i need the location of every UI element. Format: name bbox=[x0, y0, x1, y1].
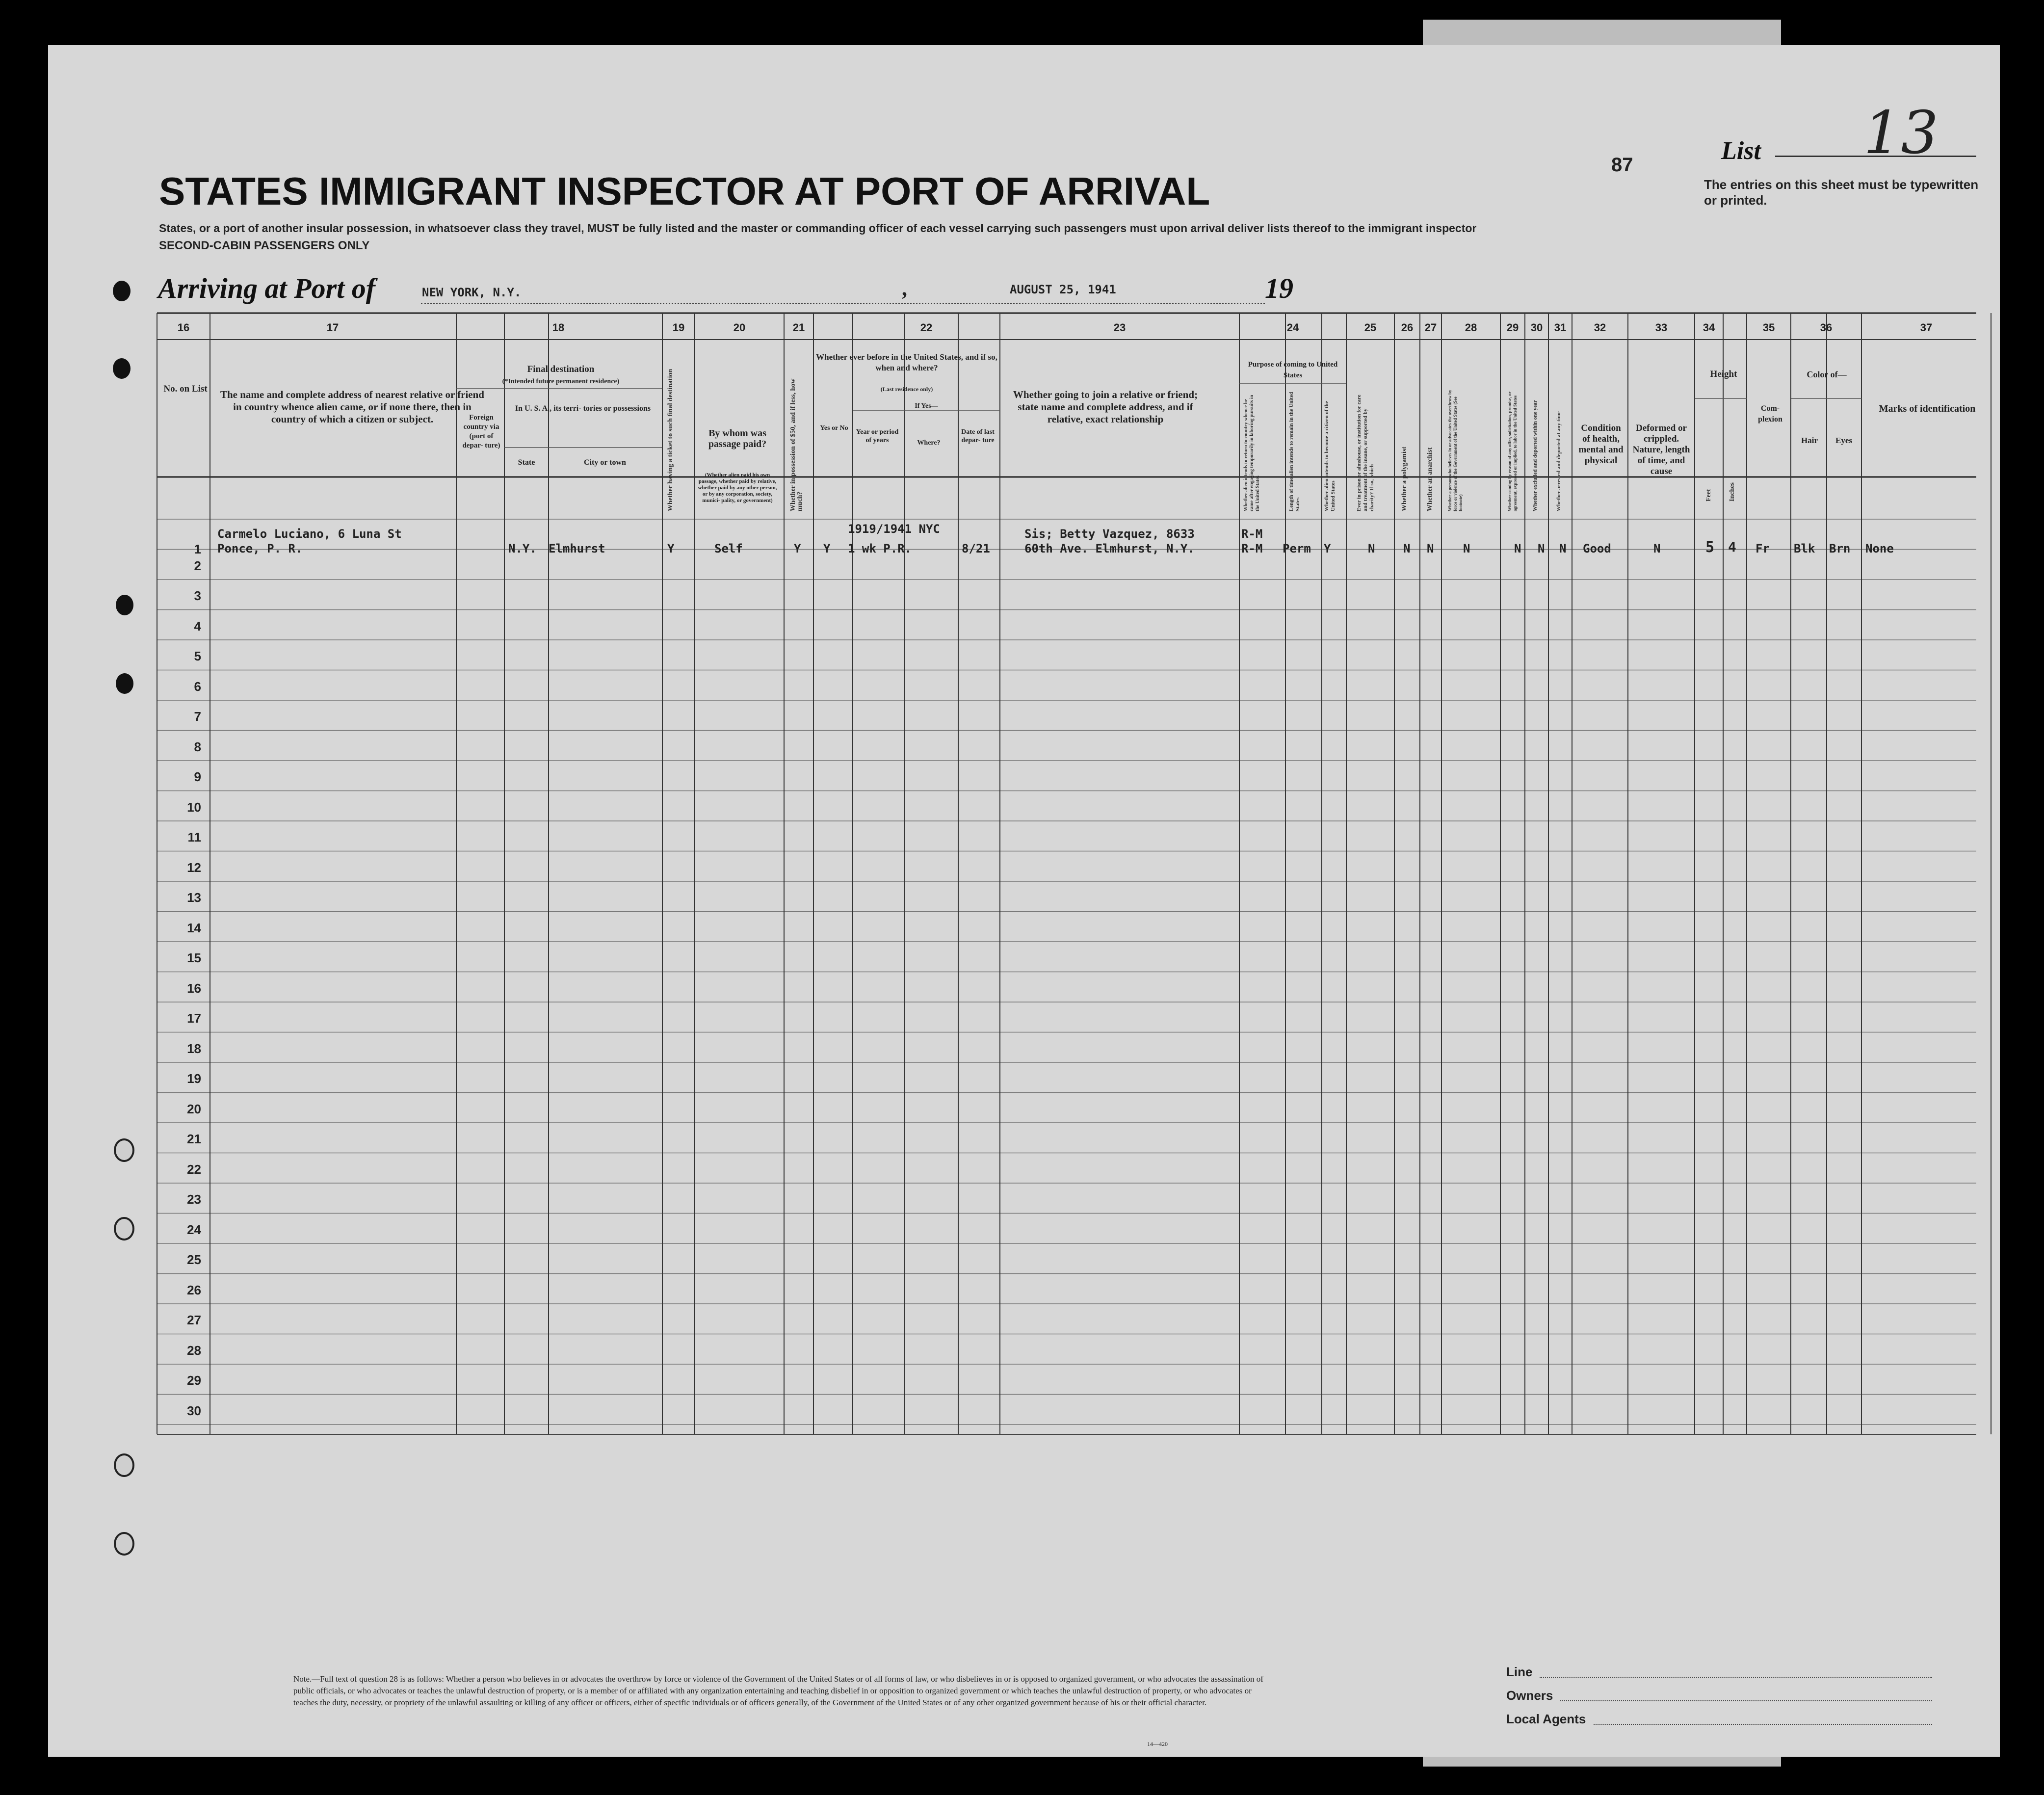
entry-state: N.Y. bbox=[508, 542, 537, 555]
col36-hair: Hair bbox=[1801, 436, 1818, 445]
row-number: 13 bbox=[187, 890, 201, 905]
punch-hole bbox=[113, 358, 131, 379]
row-number: 7 bbox=[194, 709, 201, 724]
signature-owners-label: Owners bbox=[1506, 1688, 1553, 1703]
entry-length: Perm bbox=[1283, 542, 1311, 555]
footnote: Note.—Full text of question 28 is as follows: Whether a person who believes in or advocates the overthrow by force or violence of the Government of the United States or of all forms of law, or who disbelieves in or is opposed to organized government, or who advocates the assassination of public officials, or who advocates or teaches the unlawful destruction of property, or is a member of or affiliated with any organization entertaining and teaching disbelief in or opposition to organized government or which teaches the unlawful destruction of property, or who advocates or teaches the duty, necessity, or propriety of the unlawful assaulting or killing of any officer or officers, either of specific individuals or of officers generally, of the Government of the United States or of any other organized government because of his or their official character. bbox=[293, 1674, 1263, 1707]
page-number: 87 bbox=[1611, 154, 1633, 176]
row-number: 4 bbox=[194, 618, 201, 634]
col31-header: Whether arrested and deported at any time bbox=[1556, 411, 1562, 511]
row-number: 18 bbox=[187, 1041, 201, 1056]
column-number: 37 bbox=[1920, 321, 1933, 334]
entry-c25: N bbox=[1368, 542, 1375, 555]
entry-c30: N bbox=[1538, 542, 1545, 555]
entry-c27: N bbox=[1427, 542, 1434, 555]
col28-header: Whether a person who believes in or advocates the overthrow by force or violence of the Government of the United States (See footnote) bbox=[1447, 390, 1463, 511]
col22-yesno: Yes or No bbox=[820, 424, 848, 432]
col18-title: Final destination bbox=[527, 364, 595, 374]
column-number: 18 bbox=[552, 321, 565, 334]
column-number: 22 bbox=[920, 321, 933, 334]
row-number: 12 bbox=[187, 860, 201, 875]
typed-note: The entries on this sheet must be typewritten or printed. bbox=[1704, 177, 1979, 208]
punch-hole bbox=[114, 1532, 134, 1556]
signature-line-label: Line bbox=[1506, 1664, 1533, 1679]
col22-ifyes: If Yes— bbox=[915, 402, 938, 410]
column-number: 35 bbox=[1762, 321, 1775, 334]
row-number: 6 bbox=[194, 679, 201, 694]
col24-b: Length of time alien intends to remain in the United States bbox=[1288, 392, 1301, 511]
col32-header: Condition of health, mental and physical bbox=[1578, 423, 1624, 466]
col36-title: Color of— bbox=[1807, 370, 1847, 379]
row-number: 2 bbox=[194, 558, 201, 573]
signature-agents-label: Local Agents bbox=[1506, 1712, 1586, 1726]
row-number: 20 bbox=[187, 1101, 201, 1116]
column-number: 29 bbox=[1506, 321, 1519, 334]
row-number: 17 bbox=[187, 1011, 201, 1026]
column-number: 33 bbox=[1655, 321, 1668, 334]
col33-header: Deformed or crippled. Nature, length of time, and cause bbox=[1632, 423, 1690, 476]
manifest-page bbox=[48, 45, 2000, 1757]
col22-where: Where? bbox=[917, 439, 941, 447]
col18-foreign: Foreign country via (port of depar- ture) bbox=[462, 414, 500, 449]
row-number: 10 bbox=[187, 799, 201, 815]
col29-header: Whether coming by reason of any offer, solicitation, promise, or agreement, expressed or implied, to labor in the United States bbox=[1507, 392, 1518, 511]
col19-header: Whether having a ticket to such final destination bbox=[667, 369, 674, 511]
subtitle-line: States, or a port of another insular possession, in whatsoever class they travel, MUST be fully listed and the master or commanding officer of each vessel carrying such passengers must upon arrival deliver lists thereof to the immigrant inspector bbox=[159, 222, 1477, 235]
column-number: 17 bbox=[326, 321, 339, 334]
form-code: 14—420 bbox=[1147, 1741, 1168, 1747]
col24-title: Purpose of coming to United States bbox=[1248, 361, 1338, 379]
row-number: 1 bbox=[194, 542, 201, 556]
entry-last-departure: 8/21 bbox=[962, 542, 990, 555]
col22-year: Year or period of years bbox=[856, 428, 899, 444]
column-number: 23 bbox=[1113, 321, 1126, 334]
col18-usa: In U. S. A., its terri- tories or possessions bbox=[515, 404, 651, 413]
port-line bbox=[421, 303, 941, 304]
row-number: 23 bbox=[187, 1192, 201, 1207]
col24-a: Whether alien intends to return to country whence he came after engaging temporarily in laboring pursuits in the United States bbox=[1243, 395, 1260, 511]
entry-years-line2: 1 wk P.R. bbox=[848, 542, 912, 555]
col37-header: Marks of identification bbox=[1879, 403, 1976, 414]
col27-header: Whether an anarchist bbox=[1426, 447, 1434, 511]
entry-c31: N bbox=[1559, 542, 1567, 555]
col34-feet: Feet bbox=[1705, 489, 1712, 502]
port-value: NEW YORK, N.Y. bbox=[422, 286, 522, 299]
entry-join-line1: Sis; Betty Vazquez, 8633 bbox=[1024, 527, 1195, 541]
col20-header: By whom was passage paid? bbox=[708, 428, 767, 449]
col34-inches: Inches bbox=[1729, 482, 1736, 502]
entry-city: Elmhurst bbox=[549, 542, 605, 555]
column-number: 19 bbox=[672, 321, 685, 334]
entry-relative-line1: Carmelo Luciano, 6 Luna St bbox=[217, 527, 402, 541]
col30-header: Whether excluded and deported within one year bbox=[1532, 400, 1538, 511]
column-number: 20 bbox=[733, 321, 746, 334]
row-number: 15 bbox=[187, 950, 201, 965]
entry-c28: N bbox=[1463, 542, 1470, 555]
col22-title: Whether ever before in the United States, and if so, when and where? bbox=[816, 352, 997, 372]
col24-c: Whether alien intends to become a citizen of the United States bbox=[1324, 401, 1336, 511]
entry-complexion: Fr bbox=[1756, 542, 1770, 555]
comma-1: , bbox=[902, 276, 907, 300]
col35-header: Com- plexion bbox=[1758, 404, 1782, 423]
punch-hole bbox=[114, 1217, 134, 1241]
row-number: 26 bbox=[187, 1282, 201, 1297]
entry-passage: Self bbox=[714, 542, 743, 555]
signature-owners-rule bbox=[1560, 1700, 1932, 1701]
row-number: 16 bbox=[187, 980, 201, 996]
entry-deformed: N bbox=[1653, 542, 1661, 555]
row-number: 29 bbox=[187, 1373, 201, 1388]
row-number: 30 bbox=[187, 1403, 201, 1418]
row-number: 25 bbox=[187, 1252, 201, 1267]
column-number: 30 bbox=[1530, 321, 1543, 334]
entry-fifty: Y bbox=[794, 542, 801, 555]
row-number: 8 bbox=[194, 739, 201, 754]
entry-join-line2: 60th Ave. Elmhurst, N.Y. bbox=[1024, 542, 1195, 555]
column-number: 28 bbox=[1465, 321, 1477, 334]
column-number: 36 bbox=[1820, 321, 1833, 334]
class-line: SECOND-CABIN PASSENGERS ONLY bbox=[159, 239, 370, 252]
col22-sub: (Last residence only) bbox=[880, 386, 933, 393]
column-number: 26 bbox=[1401, 321, 1414, 334]
entry-feet: 5 bbox=[1705, 539, 1715, 556]
list-label: List bbox=[1721, 137, 1761, 165]
signature-agents-rule bbox=[1594, 1724, 1932, 1725]
col18-city: City or town bbox=[584, 458, 626, 467]
col22-date: Date of last depar- ture bbox=[961, 428, 995, 444]
entry-health: Good bbox=[1583, 542, 1611, 555]
year-prefix: 19 bbox=[1265, 272, 1293, 304]
page-title: STATES IMMIGRANT INSPECTOR AT PORT OF ARRIVAL bbox=[159, 169, 1210, 213]
entry-years-line1: 1919/1941 NYC bbox=[848, 522, 940, 536]
col16-header: No. on List bbox=[163, 384, 208, 394]
date-value: AUGUST 25, 1941 bbox=[1010, 283, 1116, 296]
row-number: 5 bbox=[194, 649, 201, 663]
row-number: 22 bbox=[187, 1161, 201, 1177]
col17-header: The name and complete address of nearest relative or friend in country whence alien came, or if none there, then in country of which a citizen or subject. bbox=[220, 389, 484, 425]
entry-relative-line2: Ponce, P. R. bbox=[217, 542, 303, 555]
col34-title: Height bbox=[1710, 369, 1737, 379]
row-number: 9 bbox=[194, 769, 201, 784]
col18-sub: (*Intended future permanent residence) bbox=[502, 378, 620, 385]
col21-header: Whether in possession of $50, and if less, how much? bbox=[789, 378, 804, 511]
entry-before: Y bbox=[823, 542, 831, 555]
col26-header: Whether a polygamist bbox=[1401, 447, 1408, 511]
column-number: 25 bbox=[1364, 321, 1377, 334]
column-number: 16 bbox=[177, 321, 190, 334]
column-number: 21 bbox=[792, 321, 805, 334]
column-number: 32 bbox=[1594, 321, 1606, 334]
entry-inches: 4 bbox=[1728, 539, 1736, 555]
column-number: 24 bbox=[1286, 321, 1299, 334]
row-number: 21 bbox=[187, 1132, 201, 1146]
entry-c29: N bbox=[1514, 542, 1521, 555]
row-number: 3 bbox=[194, 588, 201, 603]
punch-hole bbox=[114, 1453, 134, 1477]
punch-hole bbox=[114, 1138, 134, 1162]
row-number: 19 bbox=[187, 1071, 201, 1086]
punch-hole bbox=[113, 281, 131, 301]
entry-hair: Blk bbox=[1794, 542, 1815, 555]
row-number: 28 bbox=[187, 1343, 201, 1358]
entry-ticket: Y bbox=[667, 542, 675, 555]
col18-state: State bbox=[518, 458, 535, 467]
row-number: 24 bbox=[187, 1222, 201, 1237]
entry-marks: None bbox=[1865, 542, 1894, 555]
entry-eyes: Brn bbox=[1829, 542, 1851, 555]
col23-header: Whether going to join a relative or friend; state name and complete address, and if relative, exact relationship bbox=[1013, 389, 1198, 425]
punch-hole bbox=[116, 673, 133, 694]
col36-eyes: Eyes bbox=[1835, 436, 1852, 445]
column-number: 31 bbox=[1554, 321, 1567, 334]
punch-hole bbox=[116, 595, 133, 615]
row-number: 27 bbox=[187, 1313, 201, 1327]
column-number: 34 bbox=[1703, 321, 1715, 334]
arriving-label: Arriving at Port of bbox=[158, 272, 376, 304]
col20-sub: (Whether alien paid his own passage, whether paid by relative, whether paid by any other person, or by any corporation, society, munici- pality, or government) bbox=[698, 472, 777, 503]
entry-purpose-line1: R-M bbox=[1241, 527, 1263, 541]
date-line bbox=[902, 303, 1265, 304]
row-number: 11 bbox=[187, 830, 201, 845]
signature-line-rule bbox=[1540, 1677, 1932, 1678]
column-number: 27 bbox=[1424, 321, 1437, 334]
col25-header: Ever in prison or almshouse, or institution for care and treatment of the insane, or supported by charity? If so, which bbox=[1356, 395, 1375, 511]
entry-citizen: Y bbox=[1324, 542, 1331, 555]
entry-c26: N bbox=[1403, 542, 1411, 555]
row-number: 14 bbox=[187, 920, 201, 935]
entry-purpose-line2: R-M bbox=[1241, 542, 1263, 555]
list-number: 13 bbox=[1863, 99, 1939, 167]
